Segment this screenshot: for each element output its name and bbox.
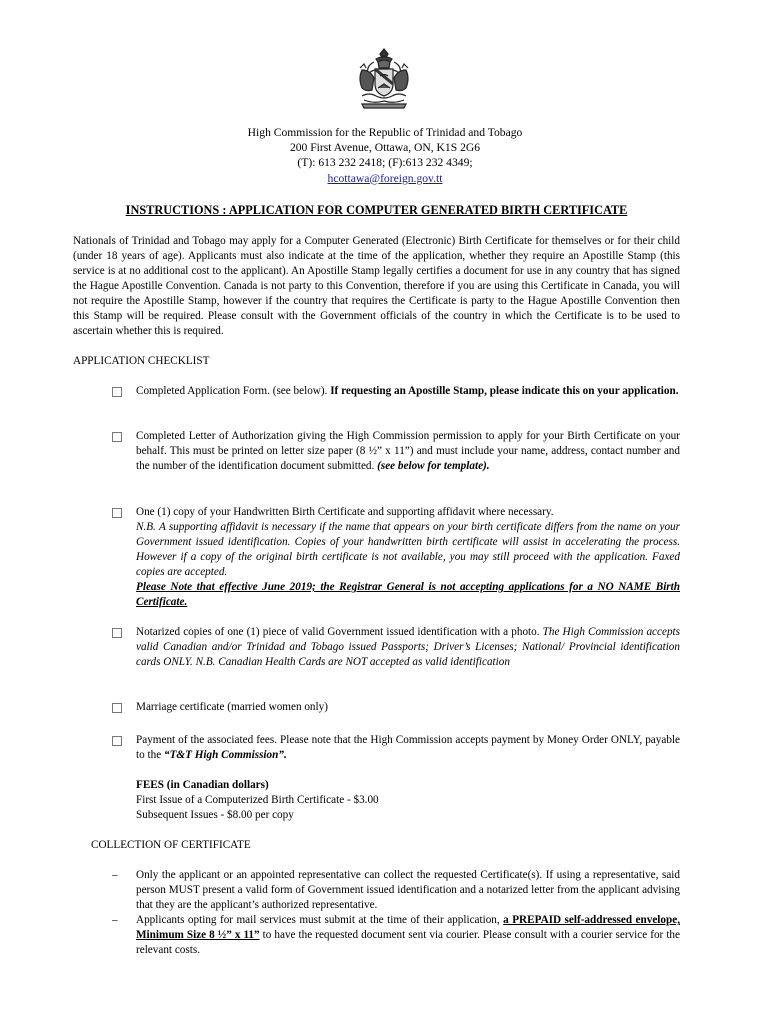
fee-first-issue: First Issue of a Computerized Birth Certificate - $3.00	[136, 794, 379, 806]
checkbox[interactable]	[112, 628, 122, 638]
checklist-item-birth-certificate-copy	[112, 505, 680, 610]
bullet-text: Only the applicant or an appointed representative can collect the requested Certificate(s). If using a representative, said person MUST present a valid form of Government issued identification and a notarized letter from the applicant advising that they are the applicant’s authorized representative.	[136, 869, 680, 911]
bullet-text-rest: to have the requested document sent via courier. Please consult with a courier service for the relevant costs.	[136, 929, 680, 956]
item-text: Marriage certificate (married women only)	[136, 701, 328, 713]
collection-bullet-representative	[112, 868, 680, 913]
item-text: Notarized copies of one (1) piece of valid Government issued identification with a photo.	[136, 626, 543, 638]
intro-paragraph: Nationals of Trinidad and Tobago may apply for a Computer Generated (Electronic) Birth Certificate for themselves or for their child (under 18 years of age). Applicants must also indicate at the time of the application, whether they require an Apostille Stamp (this service is at no additional cost to the applicant). An Apostille Stamp legally certifies a document for use in any country that has signed the Hague Apostille Convention. Canada is not party to this Convention, therefore if you are using this Certificate in Canada, you will not require the Apostille Stamp, however if the country that requires the Certificate is party to the Hague Apostille Convention then this Stamp will be required. Please consult with the Government officials of the country in which the Certificate is to be used to ascertain whether this is required.	[73, 235, 680, 337]
bullet-dash: –	[112, 869, 118, 881]
envelope-requirement: a PREPAID self-addressed envelope, Minimum Size 8 ½” x 11”	[136, 914, 680, 941]
checklist-heading: APPLICATION CHECKLIST	[73, 355, 210, 367]
bullet-dash: –	[112, 914, 118, 926]
item-text: Payment of the associated fees. Please note that the High Commission accepts payment by Money Order ONLY, payable to the	[136, 734, 680, 761]
item-template-note: (see below for template).	[377, 460, 490, 472]
checkbox[interactable]	[112, 432, 122, 442]
checklist-item-letter-of-authorization	[112, 429, 680, 474]
item-bold-text: If requesting an Apostille Stamp, please indicate this on your application.	[330, 385, 679, 397]
item-text: One (1) copy of your Handwritten Birth Certificate and supporting affidavit where necessary.	[136, 506, 554, 518]
checklist-item-payment	[112, 733, 680, 763]
checkbox[interactable]	[112, 508, 122, 518]
item-notice: Please Note that effective June 2019; the Registrar General is not accepting applications for a NO NAME Birth Certificate.	[136, 581, 680, 608]
checkbox[interactable]	[112, 736, 122, 746]
checkbox[interactable]	[112, 387, 122, 397]
item-note: The High Commission accepts valid Canadian and/or Trinidad and Tobago issued Passports; Driver’s Licenses; National/ Provincial identification cards ONLY. N.B. Canadian Health Cards are NOT accepted as valid identification	[136, 626, 681, 668]
organization-name: High Commission for the Republic of Trinidad and Tobago	[247, 126, 523, 139]
checklist-item-identification	[112, 625, 680, 670]
item-text: Completed Application Form. (see below).	[136, 385, 331, 397]
checkbox[interactable]	[112, 703, 122, 713]
item-note: N.B. A supporting affidavit is necessary if the name that appears on your birth certificate differs from the name on your Government issued identification. Copies of your handwritten birth certificate will assist in accelerating the process. However if a copy of the original birth certificate is not available, you may still proceed with the application. Faxed copies are accepted.	[136, 521, 680, 578]
bullet-text: Applicants opting for mail services must submit at the time of their application,	[136, 914, 504, 926]
payee-name: “T&T High Commission”.	[163, 749, 287, 761]
item-text: Completed Letter of Authorization giving the High Commission permission to apply for your Birth Certificate on your behalf. This must be printed on letter size paper (8 ½” x 11”) and must include your name, address, contact number and the number of the identification document submitted.	[136, 430, 680, 472]
collection-heading: COLLECTION OF CERTIFICATE	[91, 839, 251, 851]
email-link[interactable]: hcottawa@foreign.gov.tt	[327, 171, 443, 185]
letterhead	[0, 125, 770, 186]
phone-fax: (T): 613 232 2418; (F):613 232 4349;	[297, 156, 473, 170]
address: 200 First Avenue, Ottawa, ON, K1S 2G6	[289, 141, 481, 155]
coat-of-arms-icon	[354, 48, 414, 110]
checklist-item-marriage-certificate	[112, 700, 680, 715]
checklist-item-application-form	[112, 384, 680, 399]
fee-subsequent-issues: Subsequent Issues - $8.00 per copy	[136, 809, 294, 821]
page-title: INSTRUCTIONS : APPLICATION FOR COMPUTER GENERATED BIRTH CERTIFICATE	[125, 203, 628, 217]
fees-section	[136, 778, 379, 823]
fees-heading: FEES (in Canadian dollars)	[136, 779, 269, 791]
collection-bullet-mail	[112, 913, 680, 958]
